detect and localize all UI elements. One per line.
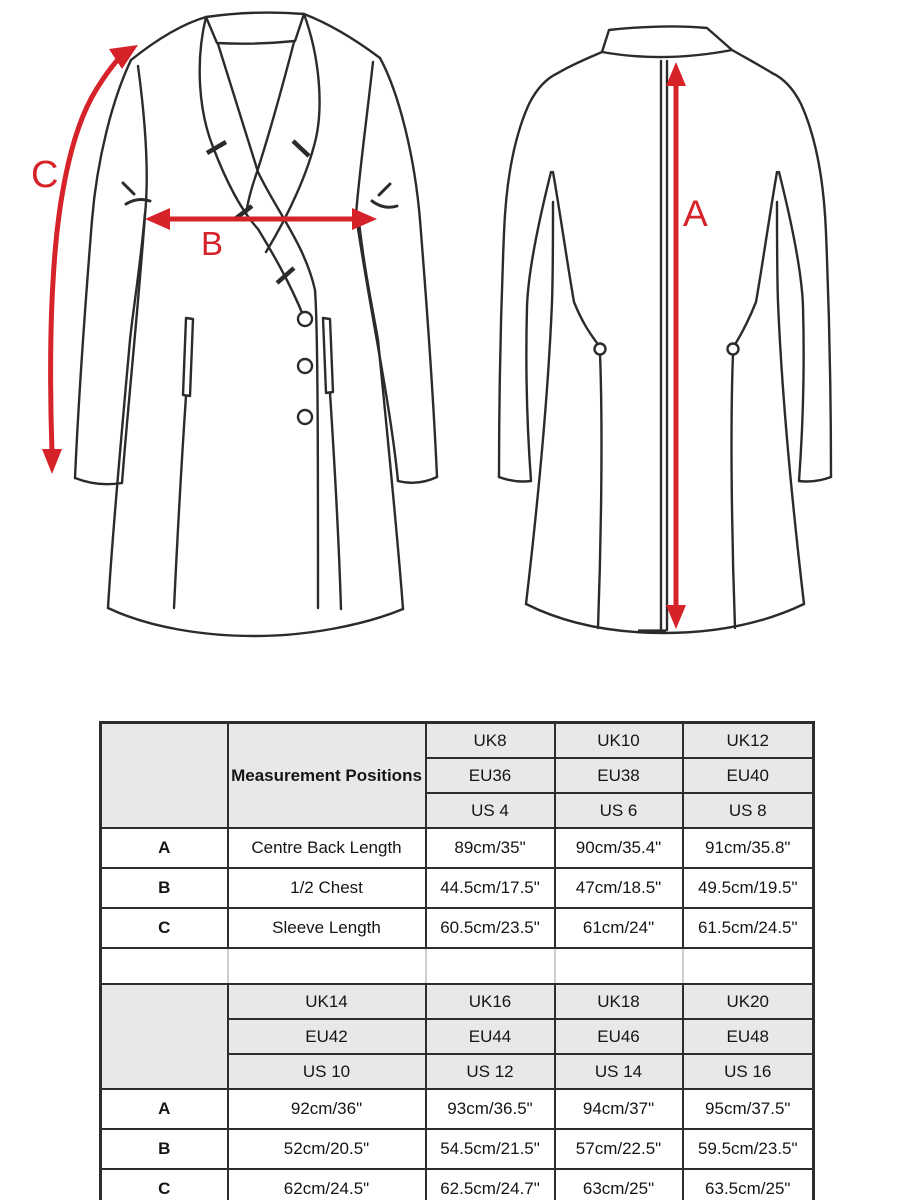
front-button-middle: [298, 359, 312, 373]
back-left-cuff: [499, 477, 531, 482]
measurement-positions-header: Measurement Positions: [228, 723, 426, 829]
back-left-shoulder-seam: [558, 52, 602, 73]
size-header-cell: US 10: [228, 1054, 426, 1089]
measurement-value-cell: 89cm/35": [426, 828, 555, 868]
front-right-sleeve-inner: [356, 62, 398, 481]
spacer-cell: [426, 948, 555, 984]
measurement-value-cell: 52cm/20.5": [228, 1129, 426, 1169]
front-button-top: [298, 312, 312, 326]
back-collar: [602, 26, 732, 57]
back-right-sleeve-inner: [779, 172, 804, 481]
measurement-value-cell: 63.5cm/25": [683, 1169, 814, 1200]
size-header-cell: US 8: [683, 793, 814, 828]
back-right-princess-seam-lower: [732, 354, 735, 628]
sleeve-length-arrow-c: [51, 53, 124, 452]
back-right-cuff: [799, 477, 831, 482]
front-left-cuff: [75, 478, 122, 484]
front-right-underarm-crease: [372, 201, 397, 207]
arrowhead-c-bottom: [42, 449, 62, 474]
corner-blank-cell: [101, 723, 228, 829]
table-row: [101, 984, 814, 1019]
measurement-value-cell: 91cm/35.8": [683, 828, 814, 868]
arrowhead-b-left: [145, 208, 170, 230]
size-header-cell: US 16: [683, 1054, 814, 1089]
arrowhead-a-top: [666, 62, 686, 86]
label-b: B: [201, 225, 224, 262]
measurement-value-cell: 61cm/24": [555, 908, 683, 948]
table-row: [101, 828, 814, 868]
measurement-name-cell: Centre Back Length: [228, 828, 426, 868]
front-left-chest-notch: [123, 183, 134, 194]
front-right-pocket-welt: [323, 318, 333, 393]
measurement-value-cell: 90cm/35.4": [555, 828, 683, 868]
measurement-value-cell: 95cm/37.5": [683, 1089, 814, 1129]
back-left-sleeve-inner: [526, 172, 551, 481]
measurement-value-cell: 54.5cm/21.5": [426, 1129, 555, 1169]
front-right-cuff: [398, 477, 437, 483]
back-button-right: [728, 344, 739, 355]
table-row: [101, 1169, 814, 1200]
front-right-chest-notch: [379, 184, 390, 195]
measurement-value-cell: 62cm/24.5": [228, 1169, 426, 1200]
corner-blank-cell: [101, 984, 228, 1089]
row-letter-cell: C: [101, 908, 228, 948]
size-header-cell: UK18: [555, 984, 683, 1019]
size-header-cell: UK20: [683, 984, 814, 1019]
coat-front-drawing: [75, 13, 437, 636]
front-button-bottom: [298, 410, 312, 424]
back-button-left: [595, 344, 606, 355]
front-left-sleeve-inner: [122, 66, 147, 483]
measurement-value-cell: 49.5cm/19.5": [683, 868, 814, 908]
label-a: A: [683, 193, 708, 234]
label-c: C: [31, 154, 59, 196]
coat-back-drawing: [499, 26, 831, 633]
measurement-value-cell: 94cm/37": [555, 1089, 683, 1129]
size-header-cell: EU40: [683, 758, 814, 793]
front-hem: [108, 608, 403, 636]
size-table: [99, 721, 815, 1200]
spacer-cell: [101, 948, 228, 984]
table-row: [101, 1089, 814, 1129]
size-header-cell: EU42: [228, 1019, 426, 1054]
back-hem: [526, 604, 804, 633]
front-left-shoulder-seam: [131, 17, 206, 60]
measurement-arrows: [31, 45, 708, 629]
measurement-value-cell: 93cm/36.5": [426, 1089, 555, 1129]
spacer-cell: [555, 948, 683, 984]
back-right-side-seam: [777, 202, 804, 604]
measurement-value-cell: 63cm/25": [555, 1169, 683, 1200]
size-header-cell: UK8: [426, 723, 555, 759]
size-header-cell: EU44: [426, 1019, 555, 1054]
measurement-name-cell: 1/2 Chest: [228, 868, 426, 908]
back-right-shoulder-seam: [732, 50, 772, 73]
size-header-cell: UK16: [426, 984, 555, 1019]
back-left-side-seam: [526, 202, 553, 604]
measurement-value-cell: 62.5cm/24.7": [426, 1169, 555, 1200]
measurement-value-cell: 92cm/36": [228, 1089, 426, 1129]
size-header-cell: US 12: [426, 1054, 555, 1089]
spacer-cell: [683, 948, 814, 984]
front-left-side-seam: [108, 213, 145, 608]
row-letter-cell: C: [101, 1169, 228, 1200]
size-header-cell: US 4: [426, 793, 555, 828]
size-header-cell: EU48: [683, 1019, 814, 1054]
row-letter-cell: B: [101, 868, 228, 908]
size-header-cell: UK14: [228, 984, 426, 1019]
measurement-value-cell: 59.5cm/23.5": [683, 1129, 814, 1169]
back-left-princess-seam: [553, 172, 600, 348]
measurement-value-cell: 61.5cm/24.5": [683, 908, 814, 948]
front-left-pocket-welt: [183, 318, 193, 396]
row-letter-cell: A: [101, 828, 228, 868]
row-letter-cell: A: [101, 1089, 228, 1129]
size-header-cell: UK12: [683, 723, 814, 759]
front-neckband: [206, 13, 304, 44]
size-chart: [99, 721, 815, 1200]
size-header-cell: EU36: [426, 758, 555, 793]
measurement-value-cell: 60.5cm/23.5": [426, 908, 555, 948]
back-right-princess-seam: [733, 172, 777, 348]
arrowhead-a-bottom: [666, 605, 686, 629]
table-row: [101, 723, 814, 759]
size-header-cell: US 14: [555, 1054, 683, 1089]
spacer-cell: [228, 948, 426, 984]
size-header-cell: UK10: [555, 723, 683, 759]
size-header-cell: EU46: [555, 1019, 683, 1054]
measurement-value-cell: 44.5cm/17.5": [426, 868, 555, 908]
measurement-value-cell: 57cm/22.5": [555, 1129, 683, 1169]
table-spacer-row: [101, 948, 814, 984]
front-right-panel-seam: [330, 393, 341, 609]
front-lapel-buttonhole-4: [277, 268, 294, 283]
size-header-cell: US 6: [555, 793, 683, 828]
front-right-roll-line: [246, 42, 294, 214]
table-row: [101, 868, 814, 908]
back-left-princess-seam-lower: [598, 354, 601, 628]
front-left-panel-seam: [174, 396, 186, 608]
arrowhead-b-right: [352, 208, 377, 230]
table-row: [101, 908, 814, 948]
table-row: [101, 1129, 814, 1169]
front-lapel-buttonhole-2: [293, 141, 309, 156]
front-lapel-buttonhole-1: [207, 142, 226, 153]
row-letter-cell: B: [101, 1129, 228, 1169]
measurement-value-cell: 47cm/18.5": [555, 868, 683, 908]
size-header-cell: EU38: [555, 758, 683, 793]
measurement-name-cell: Sleeve Length: [228, 908, 426, 948]
front-left-lapel-edge: [200, 17, 303, 315]
